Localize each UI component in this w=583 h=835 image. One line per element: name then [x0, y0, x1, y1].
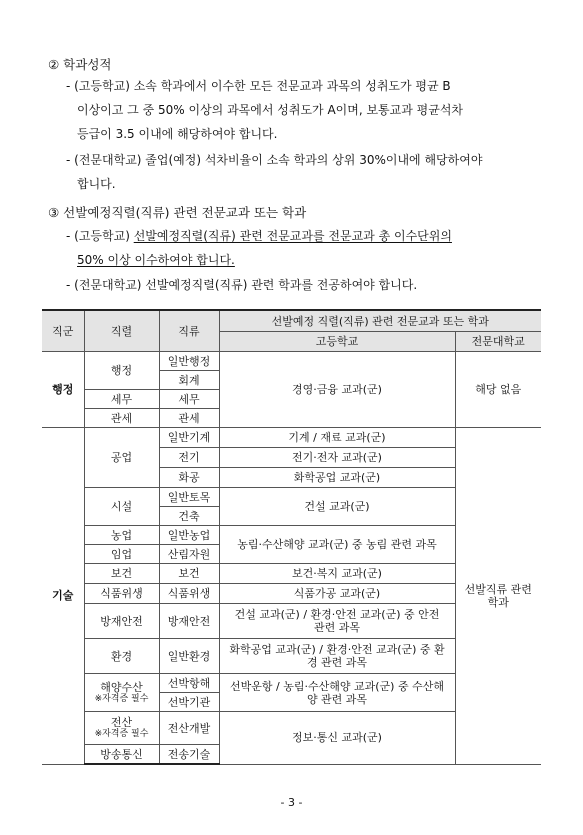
- paragraph-line: [66, 224, 452, 248]
- cell-high-school: 기계 / 재료 교과(군): [219, 428, 455, 448]
- certificate-note: ※자격증 필수: [94, 729, 149, 739]
- cell-class: 일반행정: [159, 352, 219, 371]
- cell-class: 일반농업: [159, 526, 219, 545]
- cell-class: 보건: [159, 564, 219, 584]
- cell-class: 회계: [159, 371, 219, 390]
- section-3-bullet-1: [66, 224, 452, 272]
- cell-series: 보건: [84, 564, 159, 584]
- page-number: - 3 -: [280, 796, 303, 809]
- cell-class: 세무: [159, 390, 219, 409]
- cell-series: 방재안전: [84, 604, 159, 639]
- paragraph-line: [66, 248, 452, 272]
- cell-series: 임업: [84, 545, 159, 564]
- paragraph-line: 등급이 3.5 이내에 해당하여야 합니다.: [77, 127, 278, 141]
- cell-college: 해당 없음: [455, 352, 541, 428]
- section-2-bullet-2: [66, 148, 482, 196]
- underlined-text: 50% 이상 이수하여야 합니다.: [77, 253, 235, 267]
- cell-series: 방송통신: [84, 745, 159, 765]
- cell-high-school: 농림·수산해양 교과(군) 중 농림 관련 과목: [219, 526, 455, 564]
- header-class: 직류: [159, 310, 219, 352]
- series-name: 해양수산: [100, 680, 143, 694]
- cell-high-school: 전기·전자 교과(군): [219, 448, 455, 468]
- cell-class: 산림자원: [159, 545, 219, 564]
- cell-series: 환경: [84, 639, 159, 674]
- section-3-bullet-2: - (전문대학교) 선발예정직렬(직류) 관련 학과를 전공하여야 합니다.: [66, 278, 418, 292]
- section-2-bullet-1: [66, 74, 463, 146]
- cell-series: 관세: [84, 409, 159, 428]
- cell-class: 선박항해: [159, 674, 219, 693]
- series-name: 전산: [110, 716, 133, 729]
- cell-series: 식품위생: [84, 584, 159, 604]
- table-header-row: [42, 310, 541, 332]
- cell-class: 전산개발: [159, 712, 219, 745]
- header-related-subjects: 선발예정 직렬(직류) 관련 전문교과 또는 학과: [219, 310, 541, 332]
- header-group: 직군: [42, 310, 84, 352]
- cell-class: 일반기계: [159, 428, 219, 448]
- requirements-table: [42, 309, 541, 765]
- cell-class: 방재안전: [159, 604, 219, 639]
- cell-high-school: 식품가공 교과(군): [219, 584, 455, 604]
- certificate-note: ※자격증 필수: [94, 693, 149, 704]
- underlined-text: 선발예정직렬(직류) 관련 전문교과를 전문교과 총 이수단위의: [133, 229, 452, 243]
- cell-series: 농업: [84, 526, 159, 545]
- cell-class: 일반토목: [159, 488, 219, 507]
- cell-class: 전송기술: [159, 745, 219, 765]
- cell-series: 세무: [84, 390, 159, 409]
- cell-high-school: 정보·통신 교과(군): [219, 712, 455, 765]
- paragraph-line: - (전문대학교) 졸업(예정) 석차비율이 소속 학과의 상위 30%이내에 해당하여야: [66, 153, 483, 167]
- cell-high-school: 보건·복지 교과(군): [219, 564, 455, 584]
- cell-class: 선박기관: [159, 693, 219, 712]
- cell-college: 선발직류 관련 학과: [455, 428, 541, 765]
- paragraph-line: - (고등학교) 소속 학과에서 이수한 모든 전문교과 과목의 성취도가 평균 B: [66, 79, 451, 93]
- cell-high-school: 건설 교과(군) / 환경·안전 교과(군) 중 안전 관련 과목: [219, 604, 455, 639]
- header-college: 전문대학교: [455, 332, 541, 352]
- header-high-school: 고등학교: [219, 332, 455, 352]
- group-tech: 기술: [42, 428, 84, 765]
- cell-high-school: 건설 교과(군): [219, 488, 455, 526]
- cell-class: 관세: [159, 409, 219, 428]
- cell-series: [84, 674, 159, 712]
- cell-class: 일반환경: [159, 639, 219, 674]
- cell-class: 식품위생: [159, 584, 219, 604]
- group-admin: 행정: [42, 352, 84, 428]
- bullet-prefix: - (고등학교): [66, 229, 134, 243]
- cell-high-school: 화학공업 교과(군): [219, 468, 455, 488]
- header-series: 직렬: [84, 310, 159, 352]
- cell-class: 전기: [159, 448, 219, 468]
- cell-class: 건축: [159, 507, 219, 526]
- table-row: [42, 428, 541, 448]
- cell-high-school: 화학공업 교과(군) / 환경·안전 교과(군) 중 환경 관련 과목: [219, 639, 455, 674]
- section-3-heading: ③ 선발예정직렬(직류) 관련 전문교과 또는 학과: [48, 205, 307, 220]
- cell-high-school: 선박운항 / 농림·수산해양 교과(군) 중 수산해양 관련 과목: [219, 674, 455, 712]
- cell-class: 화공: [159, 468, 219, 488]
- cell-series: 행정: [84, 352, 159, 390]
- cell-high-school: 경영·금융 교과(군): [219, 352, 455, 428]
- cell-series: 공업: [84, 428, 159, 488]
- section-2-heading: ② 학과성적: [48, 57, 112, 72]
- cell-series: 시설: [84, 488, 159, 526]
- cell-series: [84, 712, 159, 745]
- paragraph-line: 합니다.: [77, 177, 116, 191]
- table-row: [42, 352, 541, 371]
- paragraph-line: 이상이고 그 중 50% 이상의 과목에서 성취도가 A이며, 보통교과 평균석차: [77, 103, 464, 117]
